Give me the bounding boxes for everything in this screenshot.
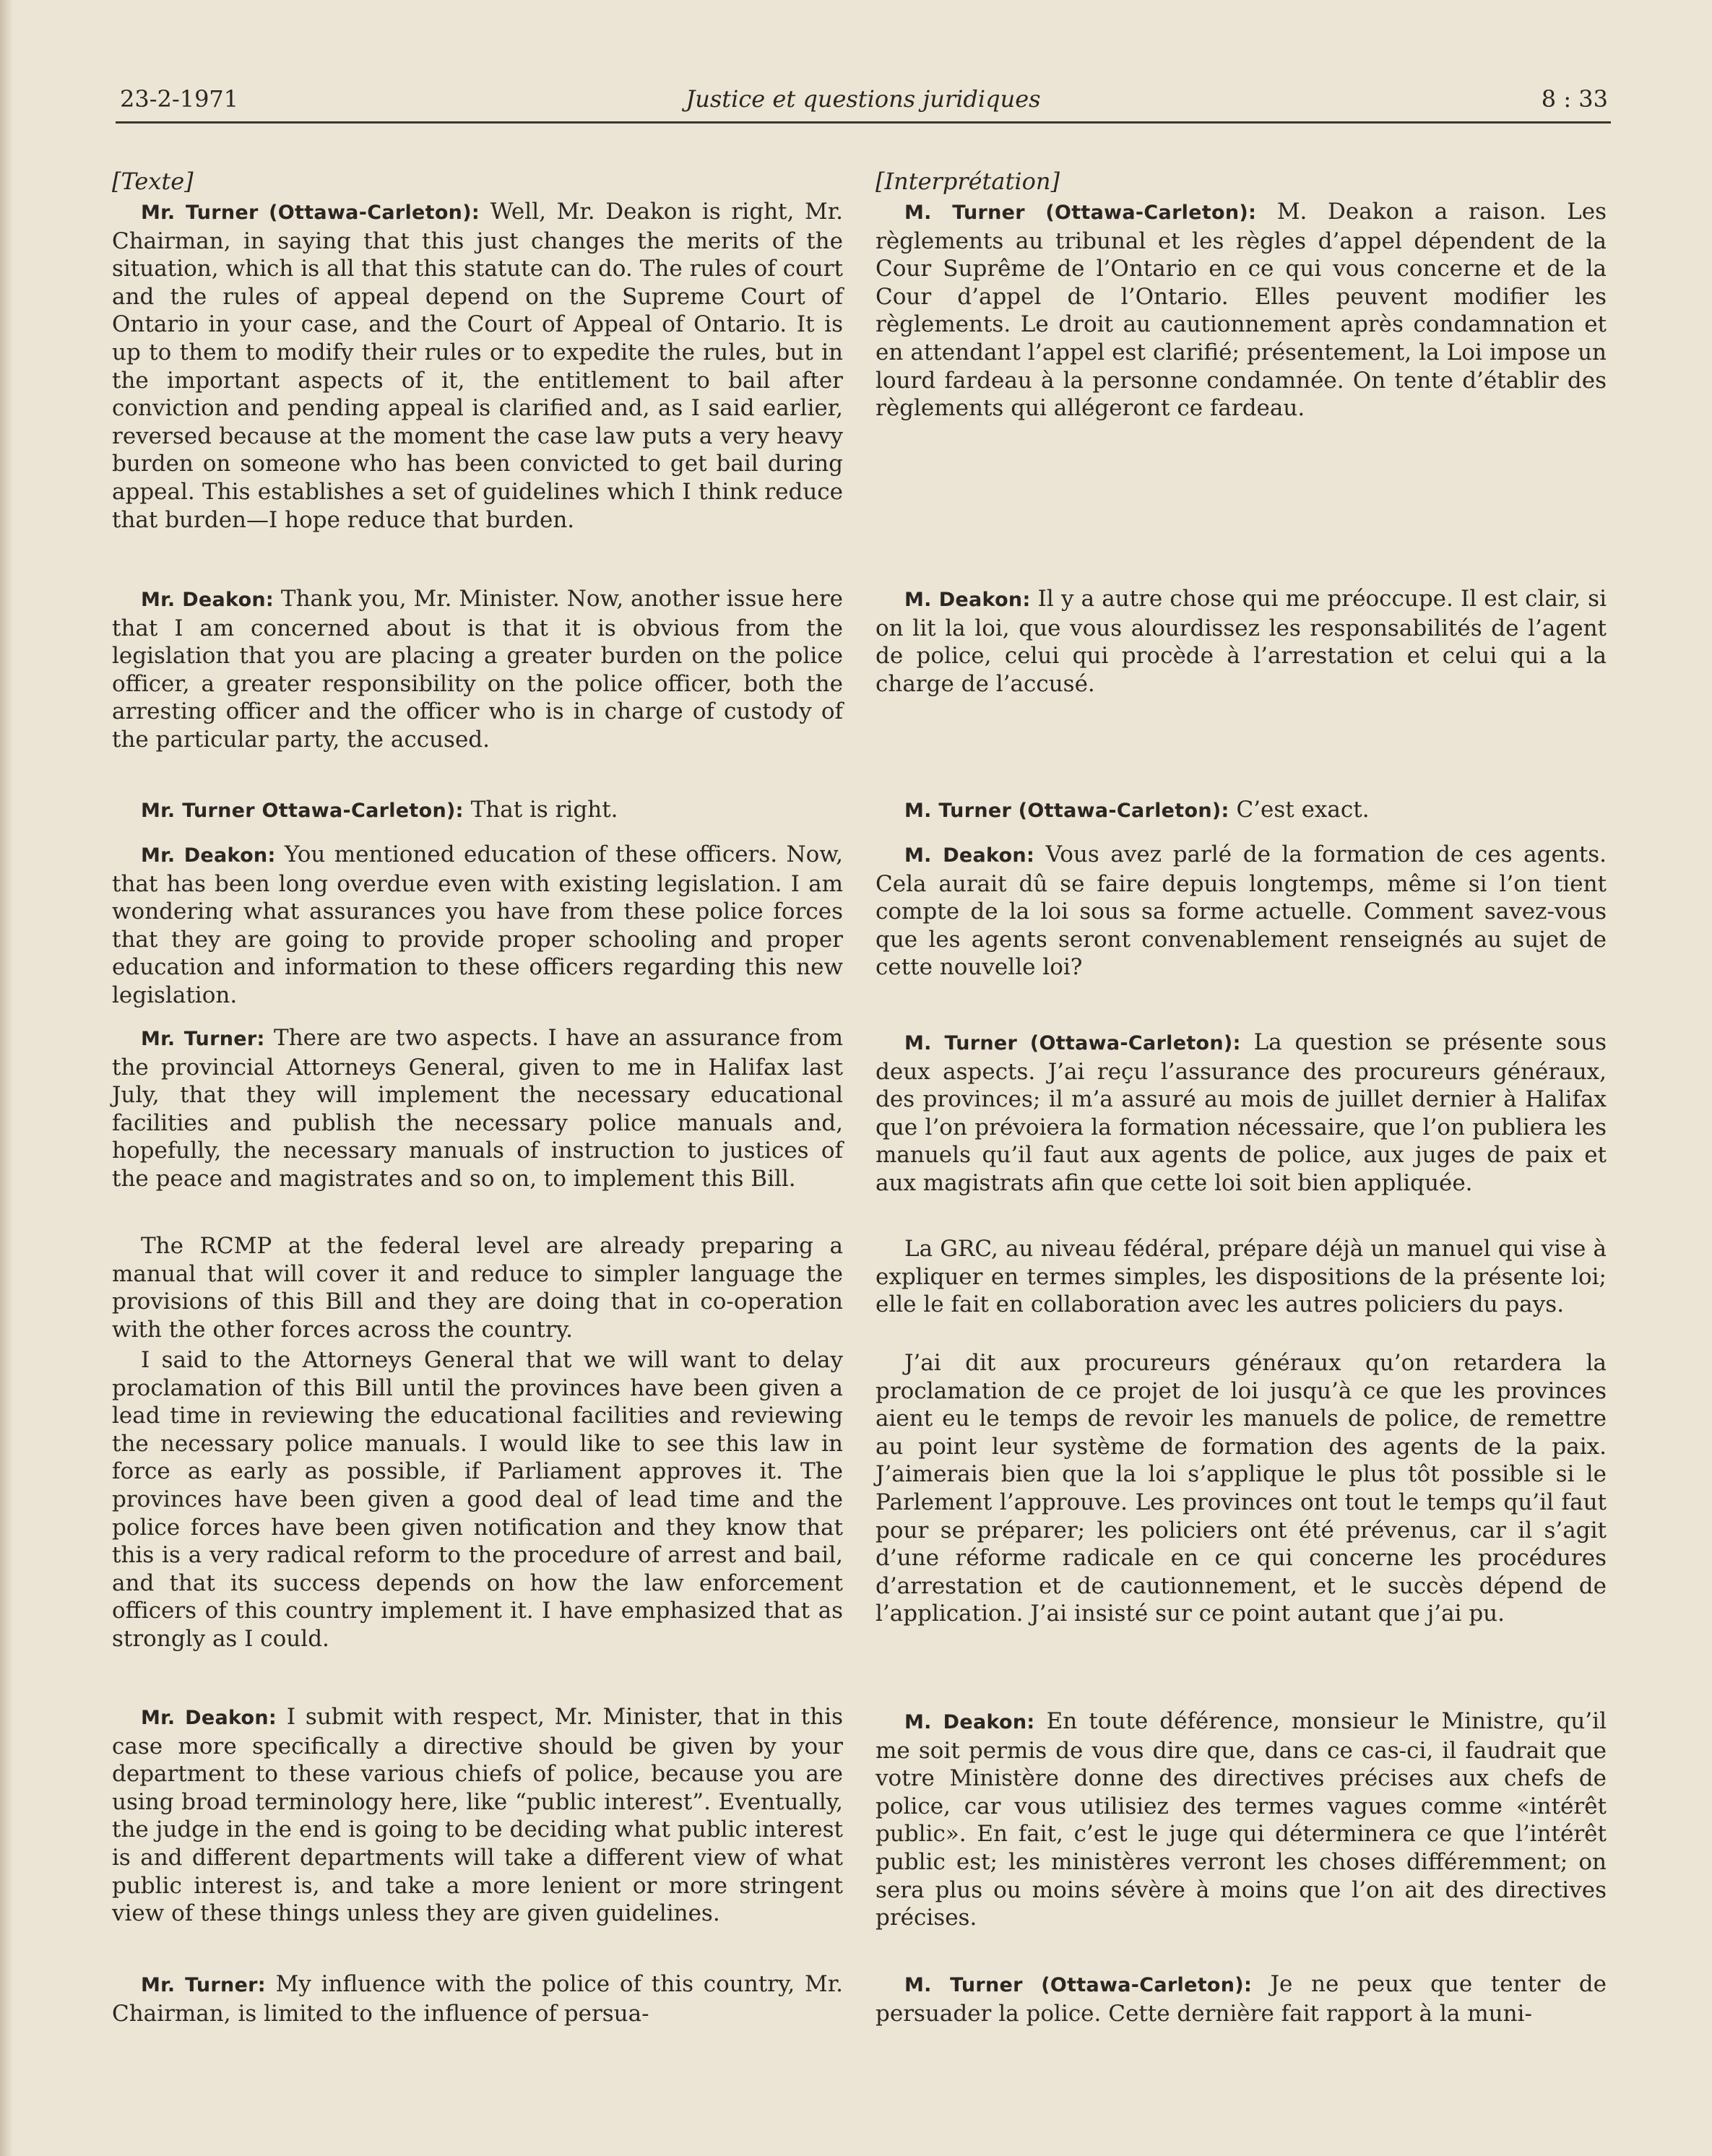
speaker-name: M. Turner (Ottawa-Carleton):: [904, 800, 1229, 822]
left-paragraph: [112, 585, 843, 754]
paragraph-text: M. Deakon a raison. Les règlements au tribunal et les règles d’appel dépendent de la Cour Suprême de l’Ontario en ce qui vous concerne et de la Cour d’appel de l’Ontario. Elles peuvent modifier les règlements. Le droit au cautionnement après condamnation et en attendant l’appel est clarifié; présentement, la Loi impose un lourd fardeau à la personne condamnée. On tente d’établir des règlements qui allégeront ce fardeau.: [876, 199, 1607, 422]
paragraph-text: That is right.: [463, 797, 618, 823]
right-paragraph: [876, 1707, 1607, 1932]
paragraph-text: Thank you, Mr. Minister. Now, another issue here that I am concerned about is that it is obvious from the legislation that you are placing a greater burden on the police officer, a greater responsibility on the police officer, both the arresting officer and the officer who is in charge of custody of the particular party, the accused.: [112, 586, 843, 753]
paragraph-text: I said to the Attorneys General that we will want to delay proclamation of this Bill until the provinces have been given a lead time in reviewing the educational facilities and reviewing the necessary police manuals. I would like to see this law in force as early as possible, if Parliament approves it. The provinces have been given a good deal of lead time and the police forces have been given notification and they know that this is a very radical reform to the procedure of arrest and bail, and that its success depends on how the law enforcement officers of this country implement it. I have emphasized that as strongly as I could.: [112, 1347, 843, 1652]
paragraph-text: J’ai dit aux procureurs généraux qu’on retardera la proclamation de ce projet de loi jusqu’à ce que les provinces aient eu le temps de revoir les manuels de police, de remettre au point leur système de formation des agents de la paix. J’aimerais bien que la loi s’applique le plus tôt possible si le Parlement l’approuve. Les provinces ont tout le temps qu’il faut pour se préparer; les policiers ont été prévenus, car il s’agit d’une réforme radicale en ce qui concerne les procédures d’arrestation et de cautionnement, et le succès dépend de l’application. J’ai insisté sur ce point autant que j’ai pu.: [876, 1350, 1607, 1627]
running-header: [116, 78, 1611, 124]
paragraph-text: Well, Mr. Deakon is right, Mr. Chairman, in saying that this just changes the merits of the situation, which is all that this statute can do. The rules of court and the rules of appeal depend on the Supreme Court of Ontario in your case, and the Court of Appeal of Ontario. It is up to them to modify their rules or to expedite the rules, but in the important aspects of it, the entitlement to bail after conviction and pending appeal is clarified and, as I said earlier, reversed because at the moment the case law puts a very heavy burden on someone who has been convicted to get bail during appeal. This establishes a set of guidelines which I think reduce that burden—I hope reduce that burden.: [112, 199, 844, 533]
header-date: 23-2-1971: [120, 85, 239, 113]
right-section-tag: [Interprétation]: [876, 168, 1060, 195]
speaker-name: Mr. Turner:: [141, 1974, 266, 1996]
page-edge-shadow: [0, 0, 13, 2156]
paragraph-text: La GRC, au niveau fédéral, prépare déjà un manuel qui vise à expliquer en termes simples, les dispositions de la présente loi; elle le fait en collaboration avec les autres policiers du pays.: [876, 1236, 1607, 1318]
paragraph-text: You mentioned education of these officers. Now, that has been long overdue even with existing legislation. I am wondering what assurances you have from these police forces that they are going to provide proper schooling and proper education and information to these officers regarding this new legislation.: [112, 841, 843, 1008]
speaker-name: M. Deakon:: [904, 1711, 1035, 1733]
left-paragraph: [112, 1024, 843, 1193]
right-paragraph: [876, 1029, 1607, 1198]
left-paragraph: [112, 1970, 843, 2027]
speaker-name: Mr. Deakon:: [141, 844, 276, 867]
left-paragraph: [112, 796, 843, 826]
speaker-name: Mr. Deakon:: [141, 1707, 277, 1729]
paragraph-text: The RCMP at the federal level are already preparing a manual that will cover it and reduce to simpler language the provisions of this Bill and they are doing that in co-operation with the other forces across the country.: [112, 1233, 843, 1343]
right-paragraph: [876, 1970, 1607, 2027]
paragraph-text: Vous avez parlé de la formation de ces agents. Cela aurait dû se faire depuis longtemps, même si l’on tient compte de la loi sous sa forme actuelle. Comment savez-vous que les agents seront convenablement renseignés au sujet de cette nouvelle loi?: [876, 841, 1607, 981]
right-paragraph: [876, 1349, 1607, 1628]
speaker-name: M. Turner (Ottawa-Carleton):: [904, 202, 1257, 224]
header-title: Justice et questions juridiques: [686, 85, 1041, 113]
paragraph-text: La question se présente sous deux aspects. J’ai reçu l’assurance des procureurs généraux, des provinces; il m’a assuré au mois de juillet dernier à Halifax que l’on prévoiera la formation nécessaire, que l’on publiera les manuels qu’il faut aux agents de police, aux juges de paix et aux magistrats afin que cette loi soit bien appliquée.: [876, 1029, 1607, 1196]
paragraph-text: Je ne peux que tenter de persuader la police. Cette dernière fait rapport à la muni-: [876, 1971, 1607, 2027]
speaker-name: Mr. Turner (Ottawa-Carleton):: [141, 202, 480, 224]
speaker-name: M. Turner (Ottawa-Carleton):: [904, 1974, 1253, 1996]
right-paragraph: [876, 198, 1607, 423]
left-paragraph: [112, 1703, 843, 1928]
paragraph-text: En toute déférence, monsieur le Ministre, qu’il me soit permis de vous dire que, dans ce cas-ci, il faudrait que votre Ministère donne des directives précises aux chefs de police, car vous utilisiez des termes vagues comme «intérêt public». En fait, c’est le juge qui déterminera ce que l’intérêt public est; les ministères verront les choses différemment; on sera plus ou moins sévère à moins que l’on ait des directives précises.: [876, 1708, 1607, 1931]
paragraph-text: C’est exact.: [1229, 797, 1370, 823]
speaker-name: Mr. Turner:: [141, 1028, 265, 1050]
left-section-tag: [Texte]: [112, 168, 194, 195]
speaker-name: M. Turner (Ottawa-Carleton):: [904, 1032, 1241, 1055]
speaker-name: Mr. Deakon:: [141, 589, 274, 611]
left-paragraph: [112, 198, 843, 534]
left-paragraph: [112, 841, 843, 1010]
speaker-name: M. Deakon:: [904, 589, 1031, 611]
right-paragraph: [876, 796, 1607, 826]
paragraph-text: My influence with the police of this country, Mr. Chairman, is limited to the influence of persua-: [112, 1971, 843, 2027]
paragraph-text: I submit with respect, Mr. Minister, that in this case more specifically a directive should be given by your department to these various chiefs of police, because you are using broad terminology here, like “public interest”. Eventually, the judge in the end is going to be deciding what public interest is and different departments will take a different view of what public interest is, and take a more lenient or more stringent view of these things unless they are given guidelines.: [112, 1704, 843, 1927]
speaker-name: M. Deakon:: [904, 844, 1035, 867]
left-paragraph: [112, 1346, 843, 1653]
speaker-name: Mr. Turner Ottawa-Carleton):: [141, 800, 464, 822]
header-page-number: 8 : 33: [1541, 85, 1608, 113]
paragraph-text: Il y a autre chose qui me préoccupe. Il est clair, si on lit la loi, que vous alourdissez les responsabilités de l’agent de police, celui qui procède à l’arrestation et celui qui a la charge de l’accusé.: [876, 586, 1607, 697]
paragraph-text: There are two aspects. I have an assurance from the provincial Attorneys General, given to me in Halifax last July, that they will implement the necessary educational facilities and publish the necessary police manuals and, hopefully, the necessary manuals of instruction to justices of the peace and magistrates and so on, to implement this Bill.: [112, 1025, 843, 1192]
left-paragraph: [112, 1232, 843, 1343]
right-paragraph: [876, 841, 1607, 982]
right-paragraph: [876, 585, 1607, 698]
right-paragraph: [876, 1235, 1607, 1319]
